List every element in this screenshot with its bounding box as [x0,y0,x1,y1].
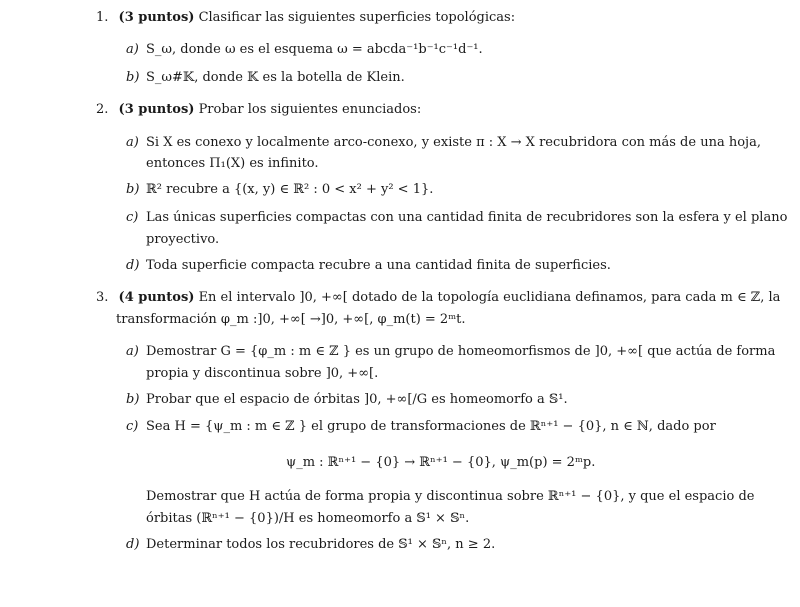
problem-3c-label: c) [126,419,139,434]
problem-1-header [96,10,515,26]
problem-1-statement: Clasificar las siguientes superficies topológicas: [198,10,516,25]
problem-3-statement: En el intervalo ]0, +∞[ dotado de la topología euclidiana definamos, para cada m ∈ ℤ, la [198,290,781,305]
problem-2c-text-cont: proyectivo. [146,232,220,247]
problem-3-header [96,290,780,306]
problem-3-number: 3. [96,290,109,305]
problem-3d-text: Determinar todos los recubridores de 𝕊¹ × 𝕊ⁿ, n ≥ 2. [146,537,496,552]
problem-1-number: 1. [96,10,109,25]
problem-2a-text-cont: entonces Π₁(X) es infinito. [146,156,319,171]
problem-3b-text: Probar que el espacio de órbitas ]0, +∞[/G es homeomorfo a 𝕊¹. [146,392,568,407]
problem-2-number: 2. [96,102,109,117]
problem-3c-text-3: órbitas (ℝⁿ⁺¹ − {0})/H es homeomorfo a 𝕊¹ × 𝕊ⁿ. [146,511,470,526]
problem-3a-text-cont: propia y discontinua sobre ]0, +∞[. [146,366,379,381]
problem-2a-text: Si X es conexo y localmente arco-conexo, y existe π : X → X recubridora con más de una hoja, [146,135,761,150]
problem-1a-text: S_ω, donde ω es el esquema ω = abcda⁻¹b⁻¹c⁻¹d⁻¹. [146,42,483,57]
problem-2c-label: c) [126,210,139,225]
problem-2-points: (3 puntos) [118,102,195,117]
problem-3d-label: d) [126,537,140,552]
problem-3c-display-formula: ψ_m : ℝⁿ⁺¹ − {0} → ℝⁿ⁺¹ − {0}, ψ_m(p) = 2ᵐp. [286,455,596,470]
problem-2-header [96,102,421,118]
problem-3a-label: a) [126,344,139,359]
problem-2b-text: ℝ² recubre a {(x, y) ∈ ℝ² : 0 < x² + y² < 1}. [146,182,434,197]
problem-2c-text: Las únicas superficies compactas con una cantidad finita de recubridores son la esfera y el plano [146,210,788,225]
problem-3b-label: b) [126,392,140,407]
problem-1a-label: a) [126,42,139,57]
problem-3a-text: Demostrar G = {φ_m : m ∈ ℤ } es un grupo de homeomorfismos de ]0, +∞[ que actúa de forma [146,344,776,359]
problem-2a-label: a) [126,135,139,150]
problem-2d-label: d) [126,258,140,273]
problem-3-statement-cont: transformación φ_m :]0, +∞[ →]0, +∞[, φ_m(t) = 2ᵐt. [116,312,466,327]
problem-1b-text: S_ω#𝕂, donde 𝕂 es la botella de Klein. [146,70,405,85]
problem-3c-text-2: Demostrar que H actúa de forma propia y discontinua sobre ℝⁿ⁺¹ − {0}, y que el espacio de [146,489,755,504]
problem-2-statement: Probar los siguientes enunciados: [198,102,422,117]
problem-2b-label: b) [126,182,140,197]
problem-3c-text: Sea H = {ψ_m : m ∈ ℤ } el grupo de transformaciones de ℝⁿ⁺¹ − {0}, n ∈ ℕ, dado por [146,419,716,434]
problem-1-points: (3 puntos) [118,10,195,25]
problem-3-points: (4 puntos) [118,290,195,305]
problem-1b-label: b) [126,70,140,85]
problem-2d-text: Toda superficie compacta recubre a una cantidad finita de superficies. [146,258,611,273]
